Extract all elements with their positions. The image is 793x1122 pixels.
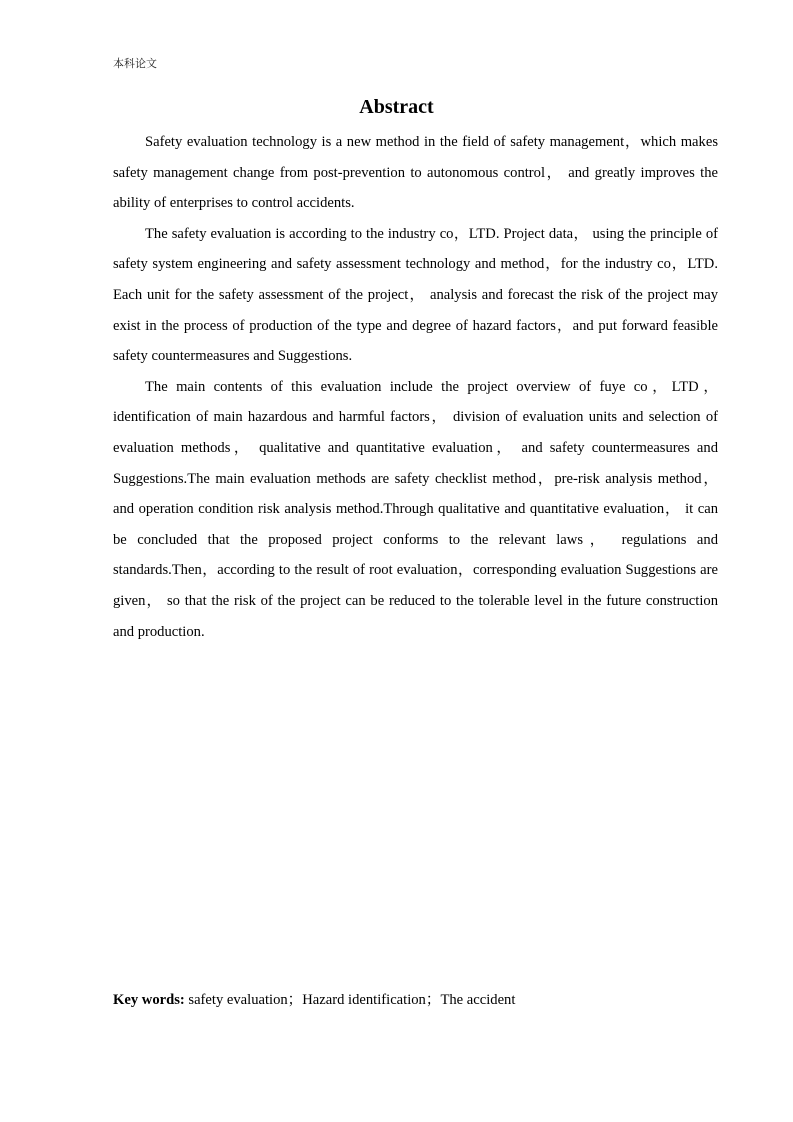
keywords-line: [113, 990, 718, 1010]
abstract-paragraph-3: The main contents of this evaluation include the project overview of fuye co，LTD，identification of main hazardous and harmful factors， division of evaluation units and selection of evaluation methods， qualitative and quantitative evaluation， and safety countermeasures and Suggestions.The main evaluation methods are safety checklist method，pre-risk analysis method， and operation condition risk analysis method.Through qualitative and quantitative evaluation， it can be concluded that the proposed project conforms to the relevant laws， regulations and standards.Then，according to the result of root evaluation，corresponding evaluation Suggestions are given， so that the risk of the project can be reduced to the tolerable level in the future construction and production.: [113, 378, 718, 640]
abstract-body: [113, 127, 718, 647]
page-header: 本科论文: [113, 57, 157, 70]
abstract-paragraph-2: The safety evaluation is according to the industry co，LTD. Project data， using the principle of safety system engineering and safety assessment technology and method，for the industry co，LTD. Each unit for the safety assessment of the project， analysis and forecast the risk of the project may exist in the process of production of the type and degree of hazard factors，and put forward feasible safety countermeasures and Suggestions.: [113, 225, 718, 365]
abstract-title: Abstract: [359, 96, 434, 118]
abstract-paragraph-1: Safety evaluation technology is a new method in the field of safety management，which makes safety management change from post-prevention to autonomous control， and greatly improves the ability of enterprises to control accidents.: [113, 134, 718, 212]
keywords-label: Key words:: [113, 992, 185, 1008]
keywords-text: safety evaluation；Hazard identification；The accident: [184, 992, 516, 1008]
